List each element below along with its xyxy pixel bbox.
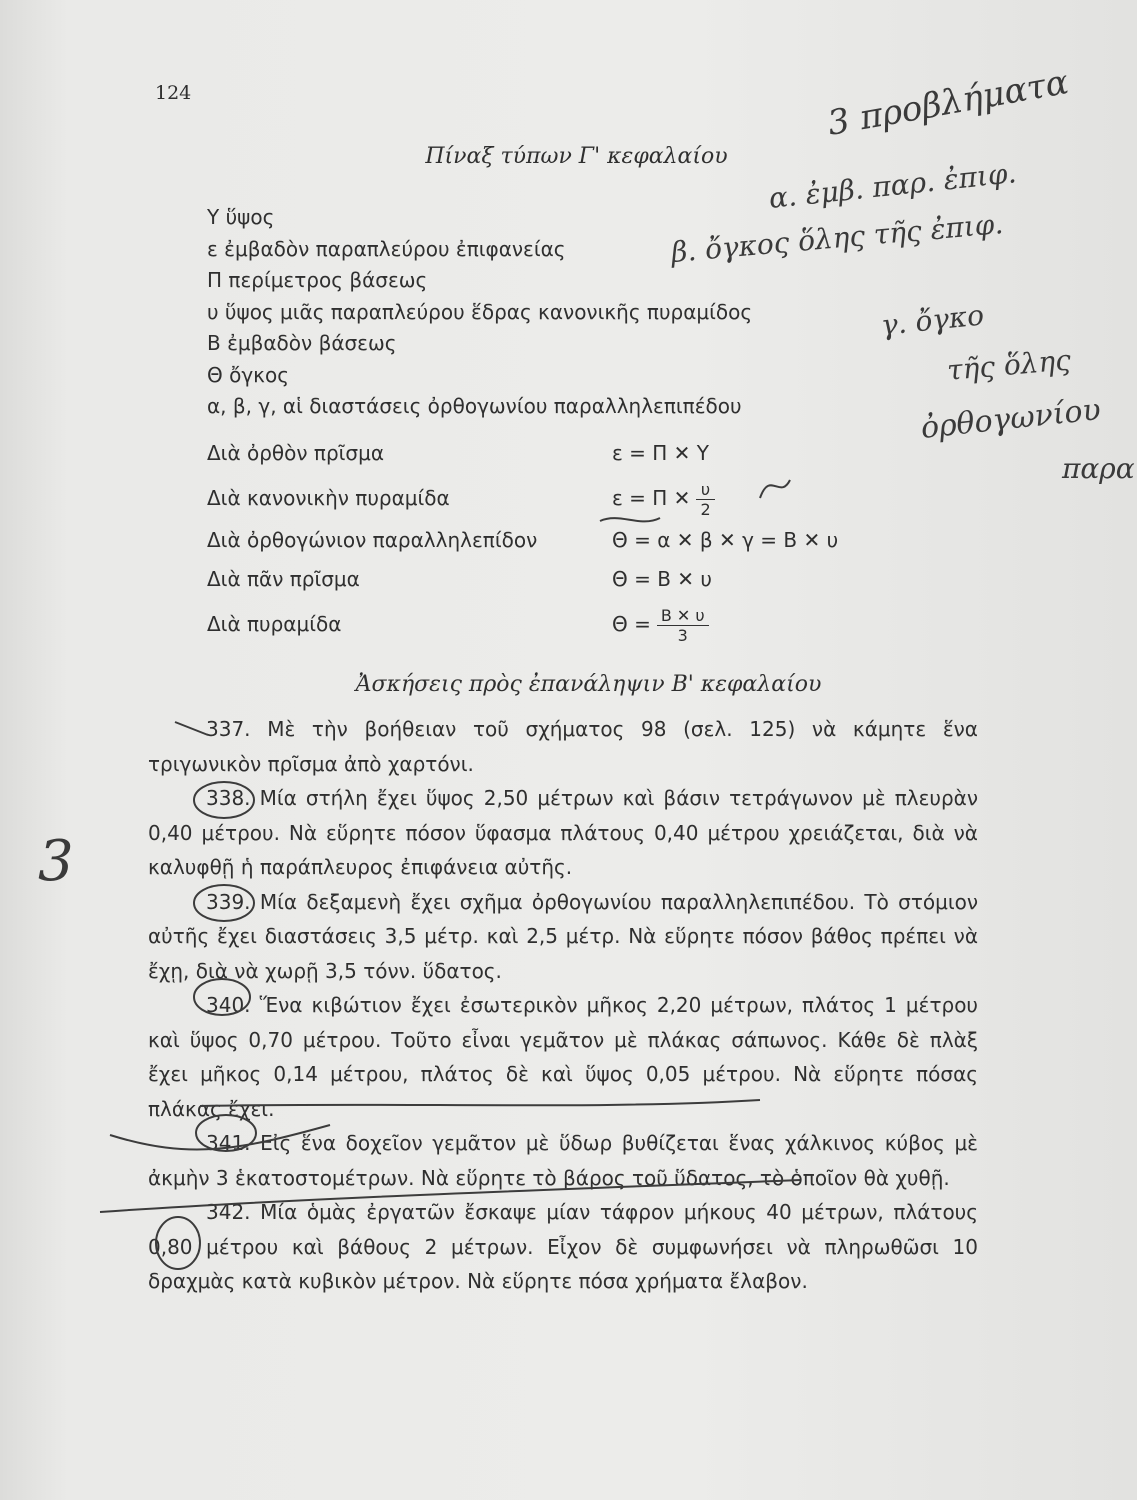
exercise-text: Μὲ τὴν βοήθειαν τοῦ σχήματος 98 (σελ. 125) νὰ κάμητε ἕνα τριγωνικὸν πρῖσμα ἀπὸ χαρτόνι. — [148, 717, 978, 776]
exercise-item — [148, 988, 978, 1126]
exercise-number: 337. — [206, 717, 251, 741]
page-number: 124 — [155, 82, 192, 104]
exercise-item — [148, 885, 978, 989]
definition-line: Υ ὕψος — [207, 205, 275, 229]
handwritten-note-g2: τῆς ὅλης — [945, 343, 1073, 387]
exercise-item — [148, 1195, 978, 1299]
handwritten-note-b: β. ὄγκος ὅλης τῆς ἐπιφ. — [669, 207, 1005, 269]
formula-label: Διὰ ὀρθογώνιον παραλληλεπίδον — [207, 528, 538, 552]
exercise-text: Μία στήλη ἔχει ὕψος 2,50 μέτρων καὶ βάσιν τετράγωνον μὲ πλευρὰν 0,40 μέτρου. Νὰ εὕρητε πόσον ὕφασμα πλάτους 0,40 μέτρου χρειάζεται, διὰ νὰ καλυφθῇ ἡ παράπλευρος ἐπιφάνεια αὐτῆς. — [148, 786, 979, 879]
exercise-number: 341. — [206, 1131, 251, 1155]
handwritten-margin-digit: 3 — [38, 829, 74, 894]
exercise-item — [148, 1126, 978, 1195]
handwritten-note-para: παρα — [1062, 452, 1135, 485]
formula-expression-group — [612, 606, 709, 645]
formula-row — [207, 480, 947, 528]
fraction-numerator: υ — [696, 480, 714, 500]
exercise-text: Ἕνα κιβώτιον ἔχει ἐσωτερικὸν μῆκος 2,20 μέτρων, πλάτος 1 μέτρου καὶ ὕψος 0,70 μέτρου. Τοῦτο εἶναι γεμᾶτον μὲ πλάκας σάπωνος. Κάθε δὲ πλὰξ ἔχει μῆκος 0,14 μέτρου, πλάτος δὲ καὶ ὕψος 0,05 μέτρου. Νὰ εὕρητε πόσας πλάκας ἔχει. — [148, 993, 978, 1121]
formula-label: Διὰ ὀρθὸν πρῖσμα — [207, 441, 385, 465]
exercise-list — [148, 712, 978, 1299]
formula-expression: Θ = α ✕ β ✕ γ = Β ✕ υ — [612, 528, 839, 552]
exercise-text: Εἰς ἕνα δοχεῖον γεμᾶτον μὲ ὕδωρ βυθίζεται ἕνας χάλκινος κύβος μὲ ἀκμὴν 3 ἑκατοστομέτρων. Νὰ εὕρητε τὸ βάρος τοῦ ὕδατος, τὸ ὁποῖον θὰ χυθῇ. — [148, 1131, 978, 1190]
symbol-definitions — [207, 202, 897, 423]
formula-expression: Θ = — [612, 612, 651, 636]
exercise-text: Μία ὁμὰς ἐργατῶν ἔσκαψε μίαν τάφρον μήκους 40 μέτρων, πλάτους 0,80 μέτρου καὶ βάθους 2 μέτρων. Εἶχον δὲ συμφωνήσει νὰ πληρωθῶσι 10 δραχμὰς κατὰ κυβικὸν μέτρον. Νὰ εὕρητε πόσα χρήματα ἔλαβον. — [148, 1200, 978, 1293]
exercise-text: Μία δεξαμενὴ ἔχει σχῆμα ὀρθογωνίου παραλληλεπιπέδου. Τὸ στόμιον αὐτῆς ἔχει διαστάσεις 3,5 μέτρ. καὶ 2,5 μέτρ. Νὰ εὕρητε πόσον βάθος πρέπει νὰ ἔχῃ, διὰ νὰ χωρῇ 3,5 τόνν. ὕδατος. — [148, 889, 979, 983]
fraction-denominator: 2 — [700, 500, 711, 519]
handwritten-note-g: γ. ὄγκο — [879, 298, 986, 342]
formula-row — [207, 606, 947, 654]
formula-row — [207, 441, 947, 480]
exercise-number: 342. — [206, 1200, 251, 1224]
fraction — [696, 480, 714, 519]
formula-table-title: Πίναξ τύπων Γ' κεφαλαίου — [425, 144, 728, 169]
formula-expression: Θ = Β ✕ υ — [612, 567, 712, 591]
formula-label: Διὰ πυραμίδα — [207, 612, 342, 636]
definition-line: α, β, γ, αἱ διαστάσεις ὀρθογωνίου παραλληλεπιπέδου — [207, 394, 742, 418]
definition-line: υ ὕψος μιᾶς παραπλεύρου ἕδρας κανονικῆς πυραμίδος — [207, 299, 753, 324]
formula-list — [207, 441, 947, 654]
fraction-denominator: 3 — [677, 626, 688, 645]
exercise-number: 340. — [206, 993, 251, 1017]
formula-label: Διὰ πᾶν πρῖσμα — [207, 567, 360, 591]
exercises-title: Ἀσκήσεις πρὸς ἐπανάληψιν Β' κεφαλαίου — [355, 672, 822, 697]
fraction-numerator: Β ✕ υ — [657, 606, 709, 626]
formula-label: Διὰ κανονικὴν πυραμίδα — [207, 486, 450, 510]
formula-expression: ε = Π ✕ Υ — [612, 441, 710, 465]
formula-expression: ε = Π ✕ — [612, 486, 691, 510]
handwritten-note-ortho: ὀρθογωνίου — [919, 392, 1103, 446]
fraction — [657, 606, 709, 645]
formula-expression-group — [612, 480, 715, 519]
formula-row — [207, 528, 947, 567]
formula-row — [207, 567, 947, 606]
exercise-item — [148, 712, 978, 781]
handwritten-heading: 3 προβλήματα — [824, 62, 1072, 144]
definition-line: ε ἐμβαδὸν παραπλεύρου ἐπιφανείας — [207, 236, 566, 261]
exercise-number: 338. — [206, 786, 251, 810]
exercise-item — [148, 781, 978, 885]
definition-line: Β ἐμβαδὸν βάσεως — [207, 331, 397, 355]
exercise-number: 339. — [206, 889, 251, 914]
handwritten-note-a: α. ἐμβ. παρ. ἐπιφ. — [767, 156, 1018, 215]
definition-line: Π περίμετρος βάσεως — [207, 268, 428, 292]
definition-line: Θ ὄγκος — [207, 362, 289, 387]
